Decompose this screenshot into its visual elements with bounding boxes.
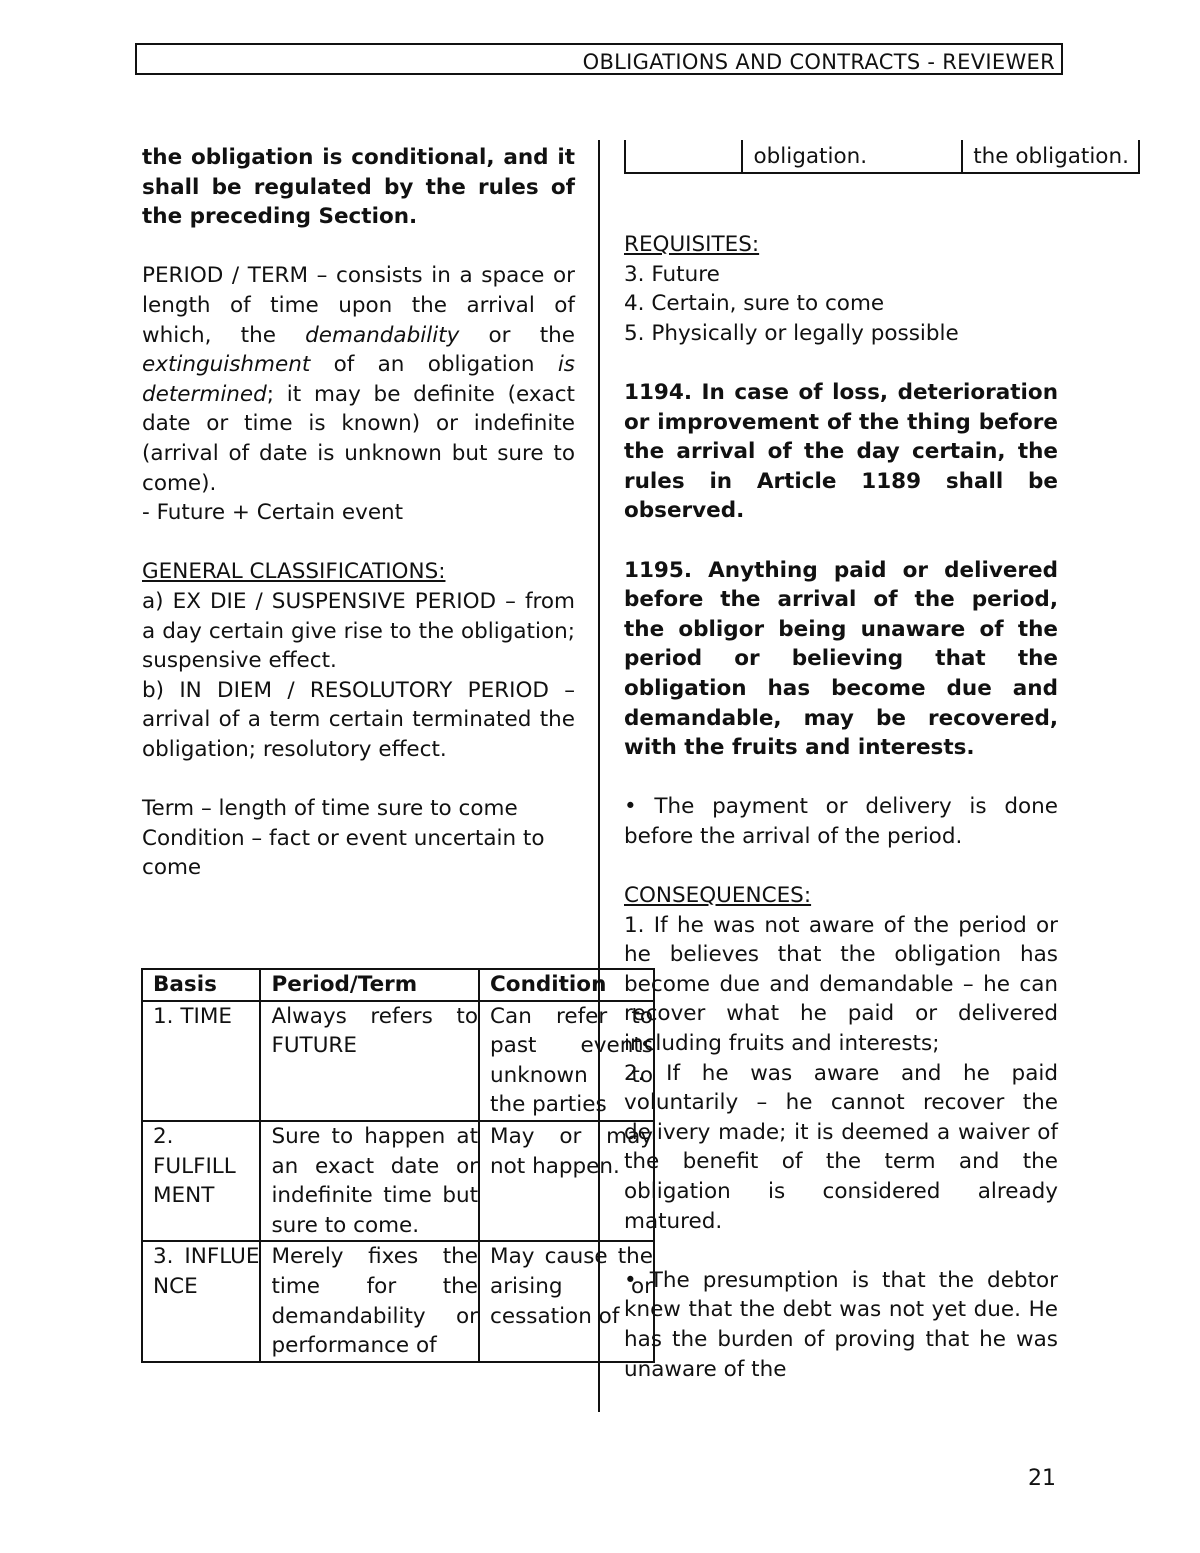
table-row (142, 1241, 654, 1361)
consequences-heading: CONSEQUENCES: (624, 883, 812, 909)
list-item: 3. Future (624, 261, 720, 287)
table-cell: May or may not happen. (479, 1121, 654, 1241)
consequence-2: 2. If he was aware and he paid voluntarily – he cannot recover the delivery made; it is deemed a waiver of the benefit of the term and the obligation is considered already matured. (624, 1060, 1058, 1234)
page-header (135, 43, 1063, 75)
term-definition: Term – length of time sure to come (142, 796, 518, 822)
table-cell: Can refer to past events unknown to the parties (479, 1001, 654, 1121)
continued-table-fragment (624, 140, 1140, 174)
table-header-cell: Condition (479, 969, 654, 1001)
table-header-row (142, 969, 654, 1001)
intro-bold-text: the obligation is conditional, and it shall be regulated by the rules of the preceding Section. (142, 145, 575, 230)
future-certain-note: - Future + Certain event (142, 500, 404, 526)
table-cell: 3. INFLUE NCE (142, 1241, 260, 1361)
list-item: 4. Certain, sure to come (624, 291, 885, 317)
table-cell: Merely fixes the time for the demandability or performance of (260, 1241, 479, 1361)
list-item: 5. Physically or legally possible (624, 320, 959, 346)
header-title: OBLIGATIONS AND CONTRACTS - REVIEWER (582, 50, 1055, 74)
table-cell: Sure to happen at an exact date or indefinite time but sure to come. (260, 1121, 479, 1241)
article-1195: 1195. Anything paid or delivered before the arrival of the period, the obligor being unaware of the period or believing that the obligation has become due and demandable, may be recovered, with the fruits and interests. (624, 557, 1058, 761)
comparison-table (141, 968, 655, 1363)
classifications-heading: GENERAL CLASSIFICATIONS: (142, 559, 446, 585)
consequence-1: 1. If he was not aware of the period or he believes that the obligation has become due and demandable – he can recover what he paid or delivered including fruits and interests; (624, 912, 1058, 1057)
table-cell (625, 140, 742, 173)
right-column (624, 230, 1058, 1384)
classification-a: a) EX DIE / SUSPENSIVE PERIOD – from a day certain give rise to the obligation; suspensive effect. (142, 588, 575, 674)
table-row (625, 140, 1139, 173)
period-definition: PERIOD / TERM – consists in a space or length of time upon the arrival of which, the demandability or the extinguishment of an obligation is determined; it may be definite (exact date or time is known) or indefinite (arrival of date is unknown but sure to come). (142, 263, 576, 496)
table-row (142, 1001, 654, 1121)
table-header-cell: Period/Term (260, 969, 479, 1001)
table-cell: the obligation. (962, 140, 1139, 173)
left-column (142, 143, 575, 883)
page-number: 21 (1028, 1466, 1056, 1491)
table-cell: Always refers to FUTURE (260, 1001, 479, 1121)
table-header-cell: Basis (142, 969, 260, 1001)
bullet-presumption-note: • The presumption is that the debtor knew that the debt was not yet due. He has the burden of proving that he was unaware of the (624, 1267, 1058, 1382)
condition-definition: Condition – fact or event uncertain to come (142, 825, 545, 881)
bullet-payment-note: • The payment or delivery is done before the arrival of the period. (624, 794, 1058, 849)
table-row (142, 1121, 654, 1241)
table-cell: 1. TIME (142, 1001, 260, 1121)
requisites-heading: REQUISITES: (624, 232, 760, 257)
table-cell: 2. FULFILL MENT (142, 1121, 260, 1241)
table-cell: May cause the arising or cessation of (479, 1241, 654, 1361)
article-1194: 1194. In case of loss, deterioration or improvement of the thing before the arrival of the day certain, the rules in Article 1189 shall be observed. (624, 379, 1058, 524)
table-cell: obligation. (742, 140, 962, 173)
classification-b: b) IN DIEM / RESOLUTORY PERIOD – arrival of a term certain terminated the obligation; resolutory effect. (142, 677, 575, 762)
